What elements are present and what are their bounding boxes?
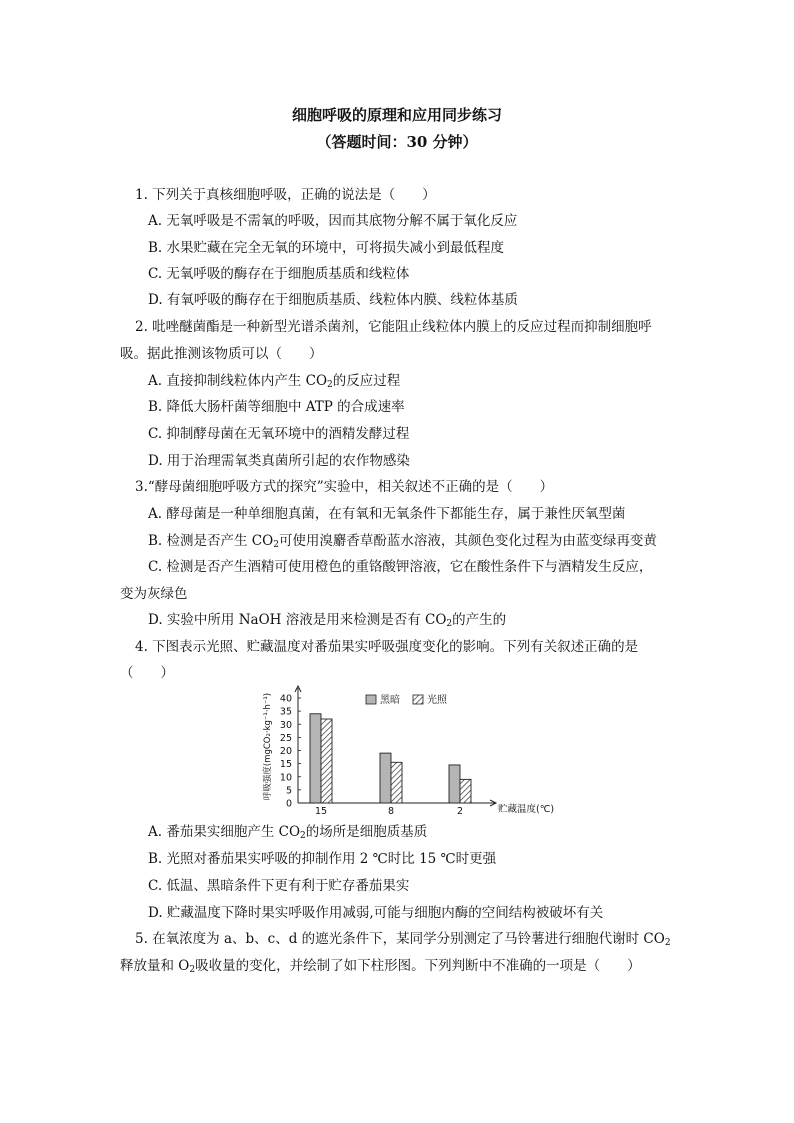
q4-stem-line1: 4. 下图表示光照、贮藏温度对番茄果实呼吸强度变化的影响。下列有关叙述正确的是 — [135, 639, 639, 655]
x-axis-label: 贮藏温度(℃) — [498, 804, 555, 815]
x-tick-label: 2 — [456, 806, 464, 817]
bar-light — [460, 779, 471, 803]
bar-dark — [449, 765, 460, 803]
legend-label: 黑暗 — [380, 695, 400, 706]
q1-stem: 1. 下列关于真核细胞呼吸，正确的说法是（ ） — [135, 187, 436, 203]
q1-option-b: B. 水果贮藏在完全无氧的环境中，可将损失减小到最低程度 — [148, 240, 505, 256]
page-subtitle: （答题时间：30 分钟） — [316, 133, 478, 151]
q3-option-b: B. 检测是否产生 $CO_2$可使用溴麝香草酚蓝水溶液，其颜色变化过程为由蓝变绿再变黄 — [148, 533, 657, 550]
q4-option-a: A. 番茄果实细胞产生 $CO_2$的场所是细胞质基质 — [148, 824, 428, 841]
q3-option-d: D. 实验中所用 NaOH 溶液是用来检测是否有 $CO_2$的产生的 — [148, 612, 507, 629]
q2-stem-line1: 2. 吡唑醚菌酯是一种新型光谱杀菌剂，它能阻止线粒体内膜上的反应过程而抑制细胞呼 — [135, 319, 652, 335]
q2-stem-line2: 吸。据此推测该物质可以（ ） — [120, 346, 323, 362]
legend-swatch — [366, 695, 376, 704]
q4-stem-line2: （ ） — [120, 665, 174, 681]
q2-option-c: C. 抑制酵母菌在无氧环境中的酒精发酵过程 — [148, 426, 410, 442]
y-axis-label: 呼吸强度(mgCO₂·kg⁻¹·h⁻¹) — [263, 692, 273, 801]
q1-option-a: A. 无氧呼吸是不需氧的呼吸，因而其底物分解不属于氧化反应 — [148, 213, 518, 229]
q5-stem-line1: 5. 在氧浓度为 a、b、c、d 的遮光条件下，某同学分别测定了马铃薯进行细胞代谢时 $CO_2$ — [135, 931, 671, 948]
x-tick-label: 15 — [314, 806, 328, 817]
q4-option-d: D. 贮藏温度下降时果实呼吸作用减弱,可能与细胞内酶的空间结构被破坏有关 — [148, 905, 604, 921]
y-tick-label: 15 — [279, 759, 292, 771]
y-tick-label: 40 — [279, 693, 292, 705]
q4-option-c: C. 低温、黑暗条件下更有利于贮存番茄果实 — [148, 878, 410, 894]
x-tick-label: 8 — [387, 806, 395, 817]
q4-option-b: B. 光照对番茄果实呼吸的抑制作用 2 ℃时比 15 ℃时更强 — [148, 851, 497, 867]
q1-option-d: D. 有氧呼吸的酶存在于细胞质基质、线粒体内膜、线粒体基质 — [148, 292, 518, 308]
q3-option-c-line2: 变为灰绿色 — [120, 586, 188, 602]
y-tick-label: 35 — [279, 706, 292, 718]
respiration-bar-chart — [258, 680, 568, 818]
y-tick-label: 0 — [285, 798, 292, 810]
q3-option-a: A. 酵母菌是一种单细胞真菌，在有氧和无氧条件下都能生存，属于兼性厌氧型菌 — [148, 506, 626, 522]
bar-dark — [310, 714, 321, 803]
q5-stem-line2: 释放量和 $O_2$吸收量的变化，并绘制了如下柱形图。下列判断中不准确的一项是（ ） — [120, 958, 641, 975]
y-tick-label: 5 — [285, 785, 292, 797]
q3-stem: 3.“酵母菌细胞呼吸方式的探究”实验中，相关叙述不正确的是（ ） — [135, 479, 554, 495]
q1-option-c: C. 无氧呼吸的酶存在于细胞质基质和线粒体 — [148, 266, 410, 282]
q2-option-b: B. 降低大肠杆菌等细胞中 ATP 的合成速率 — [148, 399, 405, 415]
legend-swatch — [413, 695, 423, 704]
q2-option-d: D. 用于治理需氧类真菌所引起的农作物感染 — [148, 453, 410, 469]
y-tick-label: 25 — [279, 732, 292, 744]
bar-dark — [380, 753, 391, 803]
q3-option-c-line1: C. 检测是否产生酒精可使用橙色的重铬酸钾溶液，它在酸性条件下与酒精发生反应， — [148, 559, 653, 575]
legend-label: 光照 — [427, 695, 447, 706]
y-tick-label: 30 — [279, 719, 292, 731]
bar-light — [321, 719, 332, 803]
bar-light — [391, 762, 402, 803]
y-tick-label: 10 — [279, 772, 292, 784]
q2-option-a: A. 直接抑制线粒体内产生 $CO_2$的反应过程 — [148, 373, 401, 390]
y-tick-label: 20 — [279, 746, 292, 757]
page-title: 细胞呼吸的原理和应用同步练习 — [291, 106, 502, 124]
